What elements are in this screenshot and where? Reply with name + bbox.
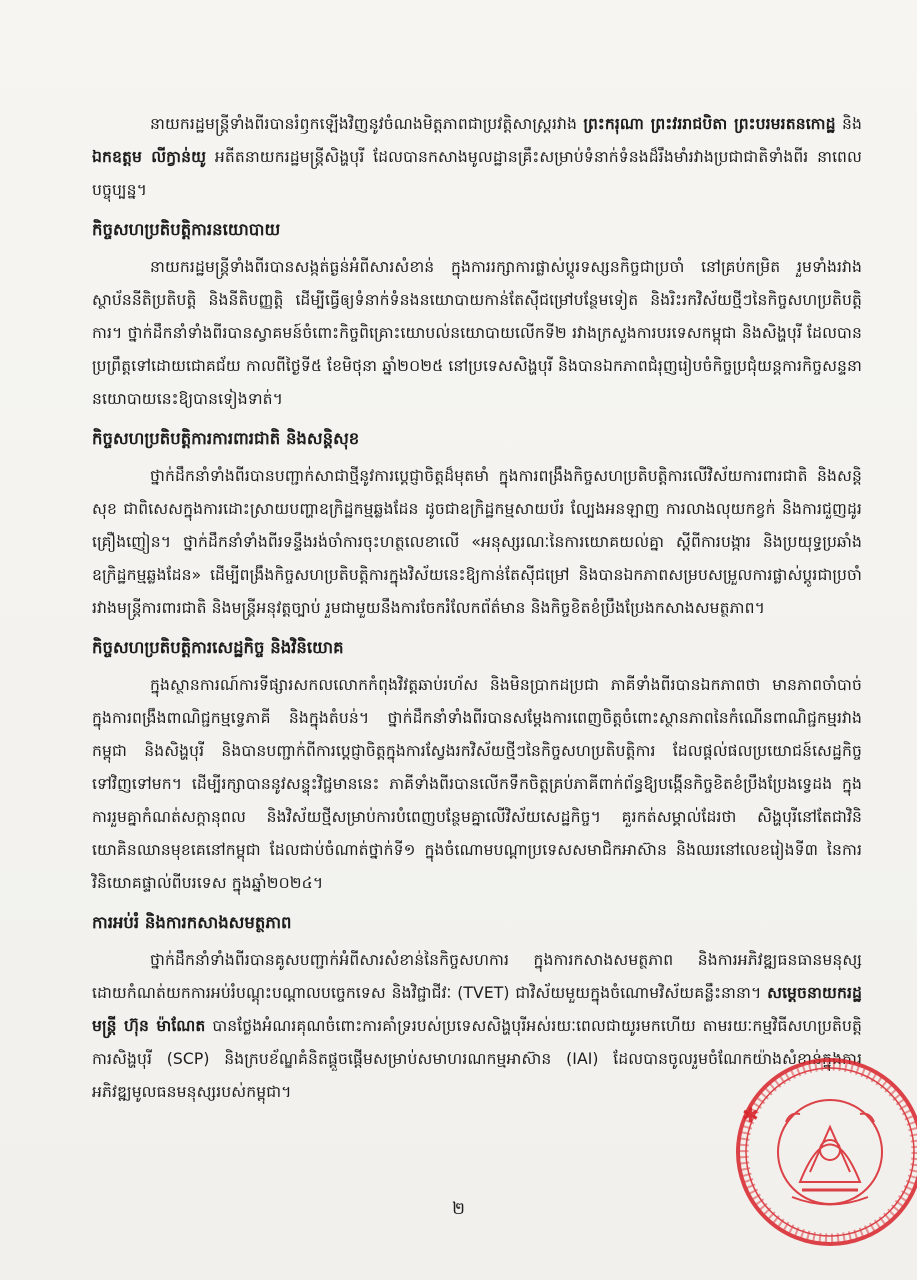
svg-text:✱: ✱ <box>742 1103 759 1127</box>
section-paragraph-defense: ថ្នាក់ដឹកនាំទាំងពីរបានបញ្ជាក់សាជាថ្មីនូវការប្តេជ្ញាចិត្តដ៏មុតមាំ ក្នុងការពង្រឹងកិច្ចសហប្រតិបត្តិការលើវិស័យការពារជាតិ និងសន្តិសុខ ជាពិសេសក្នុងការដោះស្រាយបញ្ហាឧក្រិដ្ឋកម្មឆ្លងដែន ដូចជាឧក្រិដ្ឋកម្មសាយប័រ ល្បែងអនឡាញ ការលាងលុយកខ្វក់ និងការជួញដូរគ្រឿងញៀន។ ថ្នាក់ដឹកនាំទាំងពីរទន្ទឹងរង់ចាំការចុះហត្ថលេខាលើ «អនុស្សរណៈនៃការយោគយល់គ្នា ស្តីពីការបង្ការ និងប្រយុទ្ធប្រឆាំងឧក្រិដ្ឋកម្មឆ្លងដែន» ដើម្បីពង្រឹងកិច្ចសហប្រតិបត្តិការក្នុងវិស័យនេះឱ្យកាន់តែស៊ីជម្រៅ និងបានឯកភាពសម្របសម្រួលការផ្លាស់ប្តូរជាប្រចាំរវាងមន្ត្រីការពារជាតិ និងមន្ត្រីអនុវត្តច្បាប់ រួមជាមួយនឹងការចែករំលែកព័ត៌មាន និងកិច្ចខិតខំប្រឹងប្រែងកសាងសមត្ថភាព។ <box>92 467 862 617</box>
section-heading-defense: កិច្ចសហប្រតិបត្តិការការពារជាតិ និងសន្តិសុខ <box>92 429 360 448</box>
intro-paragraph <box>92 108 862 207</box>
intro-bold-2: ឯកឧត្តម លីក្វាន់យូ <box>92 148 207 166</box>
education-bold-1: សម្តេចនាយករដ្ឋមន្ត្រី ហ៊ុន ម៉ាណែត <box>92 984 862 1035</box>
education-text-2: បានថ្លែងអំណរគុណចំពោះការគាំទ្ររបស់ប្រទេសសិង្ហបុរីអស់រយៈពេលជាយូរមកហើយ តាមរយៈកម្មវិធីសហប្រតិបត្តិការសិង្ហបុរី (SCP) និងក្របខ័ណ្ឌគំនិតផ្តួចផ្តើមសម្រាប់សមាហរណកម្មអាស៊ាន (IAI) ដែលបានចូលរួមចំណែកយ៉ាងសំខាន់ក្នុងការអភិវឌ្ឍមូលធនមនុស្សរបស់កម្ពុជា។ <box>92 1017 862 1101</box>
intro-text-1: នាយករដ្ឋមន្ត្រីទាំងពីរបានរំឭកឡើងវិញនូវចំណងមិត្តភាពជាប្រវត្តិសាស្ត្ររវាង <box>150 115 584 133</box>
section-paragraph-political: នាយករដ្ឋមន្ត្រីទាំងពីរបានសង្កត់ធ្ងន់អំពីសារសំខាន់ ក្នុងការរក្សាការផ្លាស់ប្តូរទស្សនកិច្ចជាប្រចាំ នៅគ្រប់កម្រិត រួមទាំងរវាងស្ថាប័ននីតិប្រតិបត្តិ និងនីតិបញ្ញត្តិ ដើម្បីធ្វើឲ្យទំនាក់ទំនងនយោបាយកាន់តែស៊ីជម្រៅបន្ថែមទៀត និងរិះរកវិស័យថ្មីៗនៃកិច្ចសហប្រតិបត្តិការ។ ថ្នាក់ដឹកនាំទាំងពីរបានស្វាគមន៍ចំពោះកិច្ចពិគ្រោះយោបល់នយោបាយលើកទី២ រវាងក្រសួងការបរទេសកម្ពុជា និងសិង្ហបុរី ដែលបានប្រព្រឹត្តទៅដោយជោគជ័យ កាលពីថ្ងៃទី៥ ខែមិថុនា ឆ្នាំ២០២៥ នៅប្រទេសសិង្ហបុរី និងបានឯកភាពជំរុញរៀបចំកិច្ចប្រជុំយន្តការកិច្ចសន្ទនានយោបាយនេះឱ្យបានទៀងទាត់។ <box>92 258 862 408</box>
document-body <box>92 108 862 1115</box>
section-heading-education: ការអប់រំ និងការកសាងសមត្ថភាព <box>92 913 292 932</box>
intro-bold-1: ព្រះករុណា ព្រះវររាជបិតា ព្រះបរមរតនកោដ្ឋ <box>583 115 836 133</box>
section-paragraph-economic: ក្នុងស្ថានការណ៍ការទីផ្សារសកលលោកកំពុងវិវត្តឆាប់រហ័ស និងមិនប្រាកដប្រជា ភាគីទាំងពីរបានឯកភាពថា មានភាពចាំបាច់ក្នុងការពង្រឹងពាណិជ្ជកម្មទ្វេភាគី និងក្នុងតំបន់។ ថ្នាក់ដឹកនាំទាំងពីរបានសម្តែងការពេញចិត្តចំពោះស្ថានភាពនៃកំណើនពាណិជ្ជកម្មរវាងកម្ពុជា និងសិង្ហបុរី និងបានបញ្ជាក់ពីការប្តេជ្ញាចិត្តក្នុងការស្វែងរកវិស័យថ្មីៗនៃកិច្ចសហប្រតិបត្តិការ ដែលផ្តល់ផលប្រយោជន៍សេដ្ឋកិច្ចទៅវិញទៅមក។ ដើម្បីរក្សាបាននូវសន្ទុះវិជ្ជមាននេះ ភាគីទាំងពីរបានលើកទឹកចិត្តគ្រប់ភាគីពាក់ព័ន្ធឱ្យបង្កើនកិច្ចខិតខំប្រឹងប្រែងទ្វេដង ក្នុងការរួមគ្នាកំណត់សក្តានុពល និងវិស័យថ្មីសម្រាប់ការបំពេញបន្ថែមគ្នាលើវិស័យសេដ្ឋកិច្ច។ គួរកត់សម្គាល់ដែរថា សិង្ហបុរីនៅតែជាវិនិយោគិនឈានមុខគេនៅកម្ពុជា ដែលជាប់ចំណាត់ថ្នាក់ទី១ ក្នុងចំណោមបណ្តាប្រទេសសមាជិកអាស៊ាន និងឈរនៅលេខរៀងទី៣ នៃការវិនិយោគផ្ទាល់ពីបរទេស ក្នុងឆ្នាំ២០២៤។ <box>92 676 862 892</box>
section-heading-political: កិច្ចសហប្រតិបត្តិការនយោបាយ <box>92 220 281 239</box>
education-text-1: ថ្នាក់ដឹកនាំទាំងពីរបានគូសបញ្ជាក់អំពីសារសំខាន់នៃកិច្ចសហការ ក្នុងការកសាងសមត្ថភាព និងការអភិវឌ្ឍធនធានមនុស្ស ដោយកំណត់យកការអប់រំបណ្តុះបណ្តាលបច្ចេកទេស និងវិជ្ជាជីវៈ (TVET) ជាវិស័យមួយក្នុងចំណោមវិស័យគន្លឹះនានា។ <box>92 951 862 1002</box>
intro-text-3: អតីតនាយករដ្ឋមន្ត្រីសិង្ហបុរី ដែលបានកសាងមូលដ្ឋានគ្រឹះសម្រាប់ទំនាក់ទំនងដ៏រឹងមាំរវាងប្រជាជាតិទាំងពីរ នាពេលបច្ចុប្បន្ន។ <box>92 148 862 199</box>
page-number: ២ <box>452 1199 465 1219</box>
official-seal-icon <box>730 1052 917 1252</box>
section-heading-economic: កិច្ចសហប្រតិបត្តិការសេដ្ឋកិច្ច និងវិនិយោគ <box>92 638 344 657</box>
intro-text-2: និង <box>835 115 862 133</box>
